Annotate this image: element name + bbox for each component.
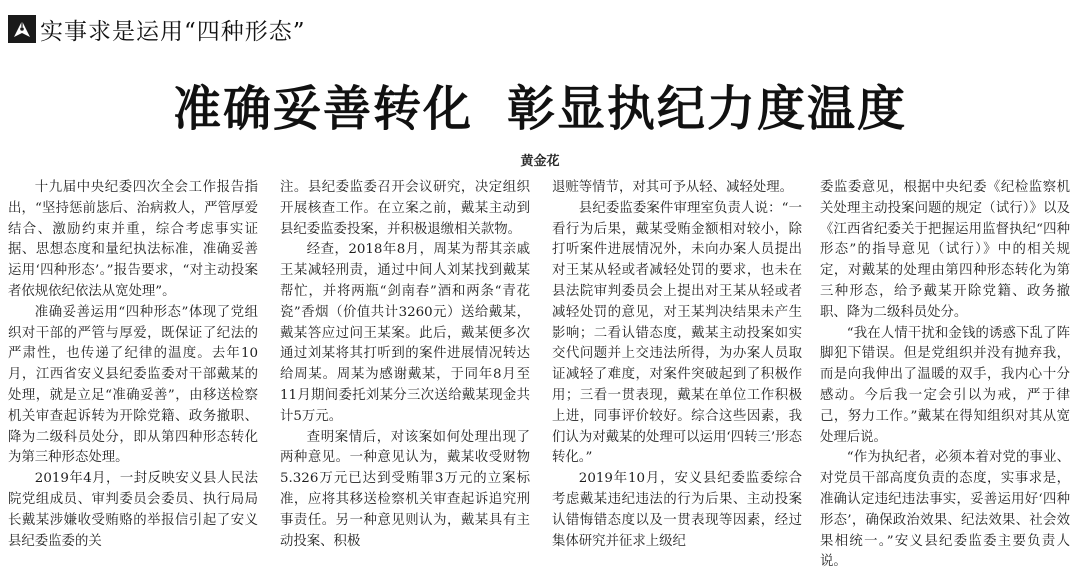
article-column-3 — [552, 178, 802, 588]
headline-part-2: 彰显执纪力度温度 — [507, 81, 908, 137]
article-column-2 — [280, 178, 530, 588]
pen-nib-icon — [8, 15, 36, 43]
paragraph: “我在人情干扰和金钱的诱惑下乱了阵脚犯下错误。但是党组织并没有抛弃我，而是向我伸出了温暖的双手，我内心十分感动。今后我一定会引以为戒，严于律己，努力工作。”戴某在得知组织对其从宽处理后说。 — [820, 325, 1070, 445]
article-column-1 — [8, 178, 258, 588]
paragraph: 县纪委监委案件审理室负责人说：“一看行为后果，戴某受贿金额相对较小，除打听案件进展情况外，未向办案人员提出对王某从轻或者减轻处罚的要求，也未在县法院审判委员会上提出对王某从轻或者减轻处罚的意见，对王某判决结果未产生影响；二看认错态度，戴某主动投案如实交代问题并上交违法所得，为办案人员取证减轻了难度，对案件突破起到了积极作用；三看一贯表现，戴某在单位工作积极上进，同事评价较好。综合这些因素，我们认为对戴某的处理可以运用‘四转三’形态转化。” — [552, 200, 802, 466]
paragraph: 2019年4月，一封反映安义县人民法院党组成员、审判委员会委员、执行局局长戴某涉嫌收受贿赂的举报信引起了安义县纪委监委的关 — [8, 471, 258, 549]
paragraph: 委监委意见，根据中央纪委《纪检监察机关处理主动投案问题的规定（试行）》以及《江西省纪委关于把握运用监督执纪“四种形态”的指导意见（试行）》中的相关规定，对戴某的处理由第四种形态转化为第三种形态，给予戴某开除党籍、政务撤职、降为二级科员处分。 — [820, 180, 1070, 320]
paragraph: 十九届中央纪委四次全会工作报告指出，“坚持惩前毖后、治病救人，严管厚爱结合、激励约束并重，综合考虑事实证据、思想态度和量纪执法标准，准确妥善运用‘四种形态’。”报告要求，“对主动投案者依规依纪依法从宽处理”。 — [8, 180, 258, 299]
article-body — [8, 178, 1072, 588]
paragraph: 经查，2018年8月，周某为帮其亲戚王某减轻刑责，通过中间人刘某找到戴某帮忙，并将两瓶“剑南春”酒和两条“青花瓷”香烟（价值共计3260元）送给戴某，戴某答应过问王某案。此后，戴某便多次通过刘某将其打听到的案件进展情况转达给周某。周某为感谢戴某，于同年8月至11月期间委托刘某分三次送给戴某现金共计5万元。 — [280, 242, 530, 424]
article-column-4 — [820, 178, 1070, 588]
paragraph: “作为执纪者，必须本着对党的事业、对党员干部高度负责的态度，实事求是，准确认定违纪违法事实，妥善运用好‘四种形态’，确保政治效果、纪法效果、社会效果相统一。”安义县纪委监委主要负责人说。 — [820, 450, 1070, 570]
headline-part-1: 准确妥善转化 — [172, 81, 473, 137]
paragraph: 准确妥善运用“四种形态”体现了党组织对干部的严管与厚爱，既保证了纪法的严肃性，也传递了纪律的温度。去年10月，江西省安义县纪委监委对干部戴某的处理，就是立足“准确妥善”，由移送检察机关审查起诉转为开除党籍、政务撤职、降为二级科员处分，即从第四种形态转化为第三种形态处理。 — [8, 304, 258, 466]
section-header — [8, 14, 306, 44]
paragraph: 查明案情后，对该案如何处理出现了两种意见。一种意见认为，戴某收受财物5.326万元已达到受贿罪3万元的立案标准，应将其移送检察机关审查起诉追究刑事责任。另一种意见则认为，戴某具有主动投案、积极 — [280, 429, 530, 549]
headline — [0, 70, 1080, 139]
section-title: 实事求是运用“四种形态” — [40, 18, 306, 45]
paragraph: 注。县纪委监委召开会议研究，决定组织开展核查工作。在立案之前，戴某主动到县纪委监委投案，并积极退缴相关款物。 — [280, 180, 530, 237]
paragraph: 退赃等情节，对其可予从轻、减轻处理。 — [552, 180, 794, 195]
paragraph: 2019年10月，安义县纪委监委综合考虑戴某违纪违法的行为后果、主动投案认错悔错态度以及一贯表现等因素，经过集体研究并征求上级纪 — [552, 471, 802, 549]
byline: 黄金花 — [520, 154, 560, 169]
